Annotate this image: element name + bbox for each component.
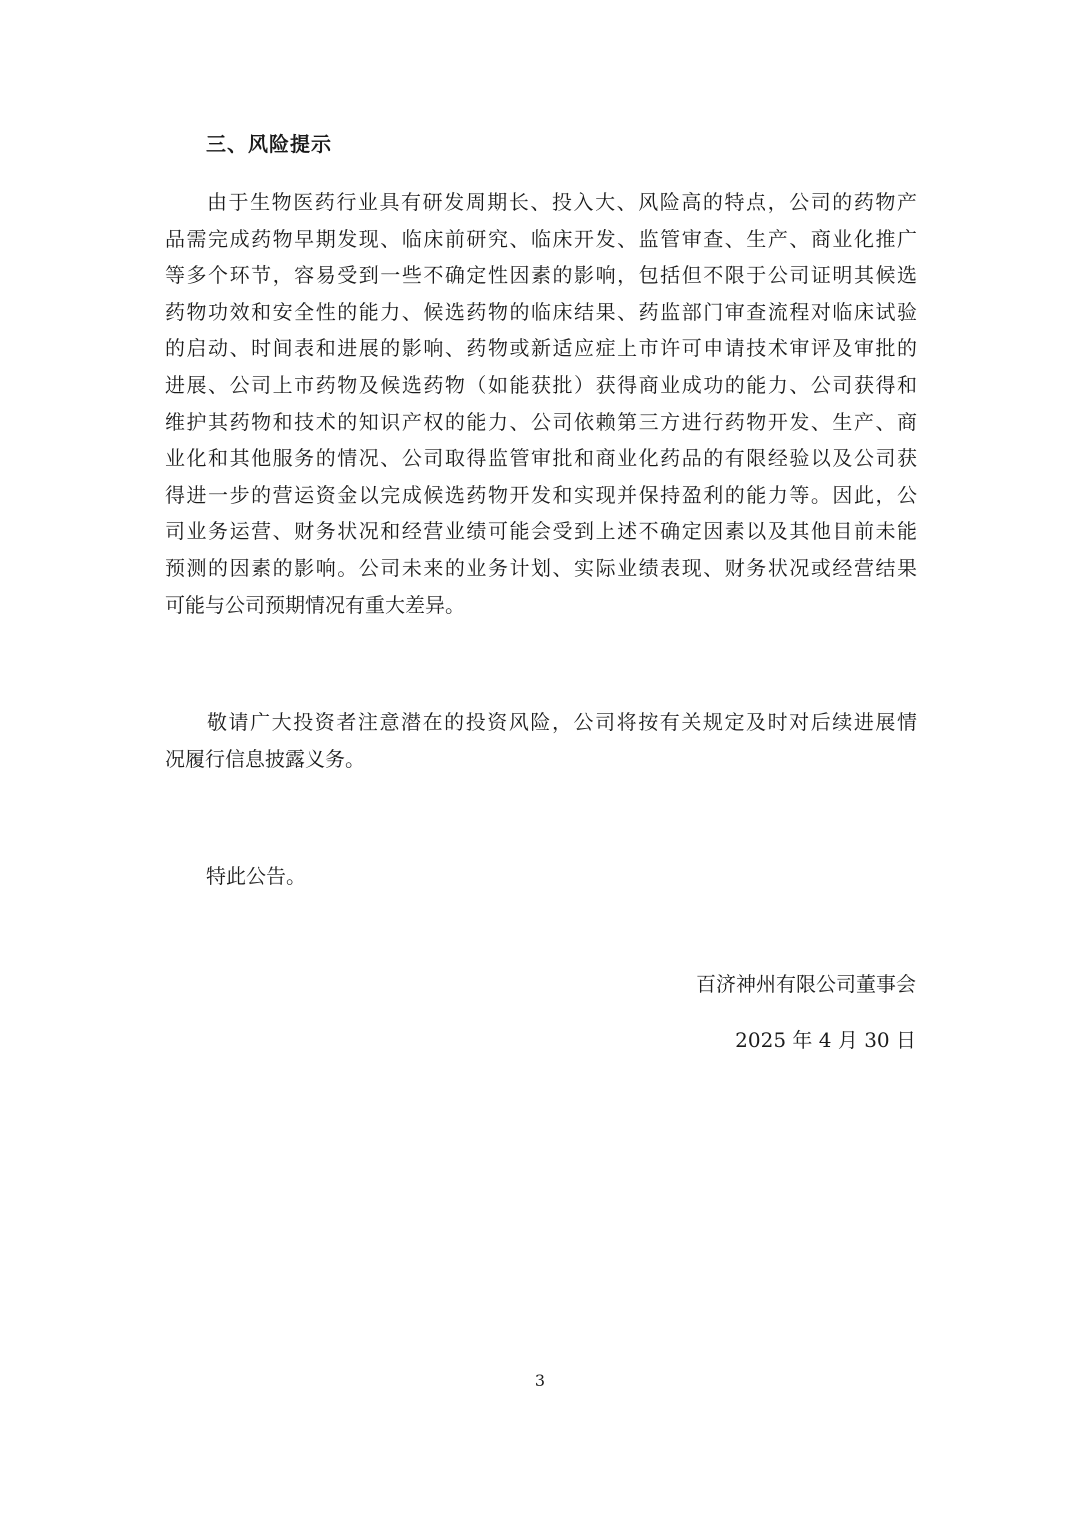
paragraph-line: 预测的因素的影响。公司未来的业务计划、实际业绩表现、财务状况或经营结果 — [165, 555, 917, 580]
investor-notice-paragraph — [165, 704, 917, 777]
paragraph-line: 况履行信息披露义务。 — [165, 746, 365, 771]
signature-date: 2025 年 4 月 30 日 — [735, 1028, 916, 1052]
paragraph-line: 的启动、时间表和进展的影响、药物或新适应症上市许可申请技术审评及审批的 — [165, 336, 917, 361]
section-heading: 三、风险提示 — [206, 132, 332, 156]
paragraph-line: 维护其药物和技术的知识产权的能力、公司依赖第三方进行药物开发、生产、商 — [165, 409, 917, 434]
paragraph-line: 药物功效和安全性的能力、候选药物的临床结果、药监部门审查流程对临床试验 — [165, 299, 917, 324]
paragraph-line: 进展、公司上市药物及候选药物（如能获批）获得商业成功的能力、公司获得和 — [165, 372, 917, 397]
paragraph-line: 品需完成药物早期发现、临床前研究、临床开发、监管审查、生产、商业化推广 — [165, 226, 917, 251]
paragraph-line: 业化和其他服务的情况、公司取得监管审批和商业化药品的有限经验以及公司获 — [165, 446, 917, 471]
paragraph-line: 司业务运营、财务状况和经营业绩可能会受到上述不确定因素以及其他目前未能 — [165, 519, 917, 544]
signature-company: 百济神州有限公司董事会 — [696, 972, 916, 996]
paragraph-line: 可能与公司预期情况有重大差异。 — [165, 592, 465, 617]
page-number: 3 — [534, 1371, 546, 1390]
closing-statement: 特此公告。 — [206, 864, 306, 888]
risk-paragraph — [165, 184, 917, 623]
paragraph-line: 等多个环节，容易受到一些不确定性因素的影响，包括但不限于公司证明其候选 — [165, 263, 917, 288]
paragraph-line: 敬请广大投资者注意潜在的投资风险，公司将按有关规定及时对后续进展情 — [207, 710, 917, 734]
paragraph-line: 得进一步的营运资金以完成候选药物开发和实现并保持盈利的能力等。因此，公 — [165, 482, 917, 507]
paragraph-line: 由于生物医药行业具有研发周期长、投入大、风险高的特点，公司的药物产 — [207, 190, 917, 214]
